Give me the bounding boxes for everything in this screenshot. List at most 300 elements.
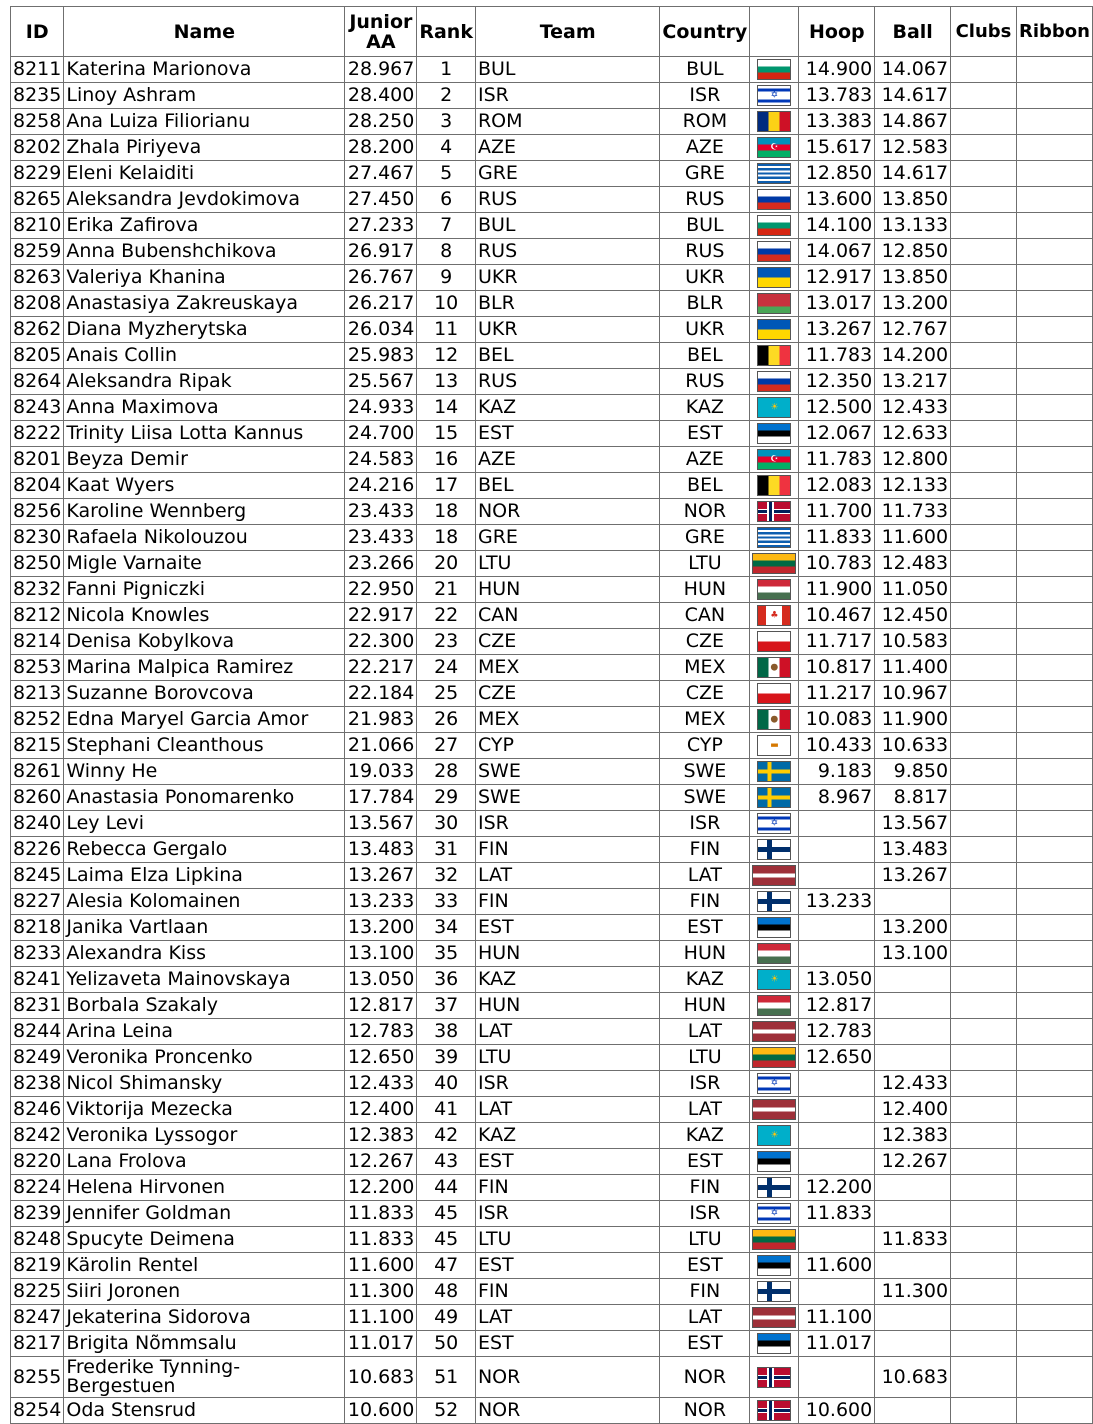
hoop-score-cell: 13.233: [799, 889, 875, 915]
clubs-score-cell: [951, 1019, 1017, 1045]
name-cell: Linoy Ashram: [64, 83, 345, 109]
flag-sweden-icon: [757, 761, 791, 782]
flag-cell: [750, 629, 799, 655]
flag-cell: [750, 57, 799, 83]
country-cell: ISR: [660, 1201, 750, 1227]
clubs-score-cell: [951, 889, 1017, 915]
id-cell: 8214: [11, 629, 64, 655]
junior-aa-cell: 26.917: [345, 239, 417, 265]
hoop-score-cell: 11.717: [799, 629, 875, 655]
rank-cell: 41: [417, 1097, 476, 1123]
ribbon-score-cell: [1016, 1045, 1092, 1071]
header-name: Name: [64, 7, 345, 57]
header-clubs: Clubs: [951, 7, 1017, 57]
ball-score-cell: 13.200: [875, 915, 951, 941]
flag-cell: [750, 551, 799, 577]
junior-aa-cell: 24.933: [345, 395, 417, 421]
hoop-score-cell: [799, 1123, 875, 1149]
team-cell: UKR: [475, 265, 659, 291]
ribbon-score-cell: [1016, 1175, 1092, 1201]
country-cell: BEL: [660, 473, 750, 499]
team-cell: FIN: [475, 837, 659, 863]
header-country: Country: [660, 7, 750, 57]
flag-cell: [750, 395, 799, 421]
rank-cell: 18: [417, 499, 476, 525]
ball-score-cell: 10.633: [875, 733, 951, 759]
ball-score-cell: 14.200: [875, 343, 951, 369]
flag-cell: [750, 1097, 799, 1123]
flag-latvia-icon: [752, 865, 796, 886]
ribbon-score-cell: [1016, 1253, 1092, 1279]
name-cell: Diana Myzherytska: [64, 317, 345, 343]
junior-aa-cell: 13.267: [345, 863, 417, 889]
header-ball: Ball: [875, 7, 951, 57]
team-cell: SWE: [475, 785, 659, 811]
team-cell: LTU: [475, 551, 659, 577]
country-cell: NOR: [660, 499, 750, 525]
rank-cell: 25: [417, 681, 476, 707]
flag-hungary-icon: [757, 943, 791, 964]
team-cell: BEL: [475, 343, 659, 369]
rank-cell: 2: [417, 83, 476, 109]
flag-cell: [750, 915, 799, 941]
clubs-score-cell: [951, 239, 1017, 265]
hoop-score-cell: 12.067: [799, 421, 875, 447]
id-cell: 8224: [11, 1175, 64, 1201]
country-cell: FIN: [660, 1175, 750, 1201]
table-row: [11, 629, 1093, 655]
hoop-score-cell: 13.267: [799, 317, 875, 343]
junior-aa-cell: 23.433: [345, 499, 417, 525]
id-cell: 8218: [11, 915, 64, 941]
flag-cell: [750, 421, 799, 447]
flag-emblem-icon: ☪: [770, 454, 779, 464]
id-cell: 8220: [11, 1149, 64, 1175]
country-cell: ROM: [660, 109, 750, 135]
table-row: [11, 1398, 1093, 1424]
rank-cell: 33: [417, 889, 476, 915]
hoop-score-cell: [799, 1071, 875, 1097]
country-cell: RUS: [660, 187, 750, 213]
ball-score-cell: 10.683: [875, 1357, 951, 1398]
rank-cell: 17: [417, 473, 476, 499]
junior-aa-cell: 27.450: [345, 187, 417, 213]
table-row: [11, 1279, 1093, 1305]
country-cell: UKR: [660, 265, 750, 291]
team-cell: BUL: [475, 57, 659, 83]
id-cell: 8238: [11, 1071, 64, 1097]
rank-cell: 29: [417, 785, 476, 811]
clubs-score-cell: [951, 707, 1017, 733]
clubs-score-cell: [951, 1227, 1017, 1253]
ball-score-cell: 11.050: [875, 577, 951, 603]
team-cell: NOR: [475, 499, 659, 525]
table-row: [11, 239, 1093, 265]
id-cell: 8232: [11, 577, 64, 603]
team-cell: ISR: [475, 83, 659, 109]
clubs-score-cell: [951, 733, 1017, 759]
flag-emblem-icon: ☀: [770, 402, 779, 412]
junior-aa-cell: 17.784: [345, 785, 417, 811]
name-cell: Rafaela Nikolouzou: [64, 525, 345, 551]
name-cell: Siiri Joronen: [64, 1279, 345, 1305]
ribbon-score-cell: [1016, 421, 1092, 447]
team-cell: LTU: [475, 1227, 659, 1253]
clubs-score-cell: [951, 681, 1017, 707]
rank-cell: 28: [417, 759, 476, 785]
name-cell: Spucyte Deimena: [64, 1227, 345, 1253]
table-row: [11, 343, 1093, 369]
name-cell: Oda Stensrud: [64, 1398, 345, 1424]
header-junior-aa: Junior AA: [345, 7, 417, 57]
id-cell: 8217: [11, 1331, 64, 1357]
junior-aa-cell: 13.483: [345, 837, 417, 863]
table-row: [11, 109, 1093, 135]
table-row: [11, 135, 1093, 161]
ball-score-cell: [875, 1045, 951, 1071]
team-cell: RUS: [475, 369, 659, 395]
team-cell: CZE: [475, 629, 659, 655]
junior-aa-cell: 25.567: [345, 369, 417, 395]
id-cell: 8215: [11, 733, 64, 759]
hoop-score-cell: 10.467: [799, 603, 875, 629]
flag-cell: [750, 837, 799, 863]
id-cell: 8256: [11, 499, 64, 525]
name-cell: Jennifer Goldman: [64, 1201, 345, 1227]
ball-score-cell: 12.767: [875, 317, 951, 343]
flag-azerbaijan-icon: [757, 137, 791, 158]
flag-lithuania-icon: [752, 553, 796, 574]
junior-aa-cell: 22.217: [345, 655, 417, 681]
id-cell: 8242: [11, 1123, 64, 1149]
table-row: [11, 57, 1093, 83]
hoop-score-cell: 12.850: [799, 161, 875, 187]
name-cell: Rebecca Gergalo: [64, 837, 345, 863]
table-row: [11, 1123, 1093, 1149]
table-row: [11, 941, 1093, 967]
ribbon-score-cell: [1016, 1071, 1092, 1097]
rank-cell: 38: [417, 1019, 476, 1045]
name-cell: Brigita Nõmmsalu: [64, 1331, 345, 1357]
table-row: [11, 733, 1093, 759]
header-row: [11, 7, 1093, 57]
flag-norway-icon: [757, 1367, 791, 1388]
country-cell: NOR: [660, 1398, 750, 1424]
header-hoop: Hoop: [799, 7, 875, 57]
team-cell: CZE: [475, 681, 659, 707]
ball-score-cell: 8.817: [875, 785, 951, 811]
team-cell: FIN: [475, 1175, 659, 1201]
hoop-score-cell: 11.783: [799, 447, 875, 473]
rank-cell: 34: [417, 915, 476, 941]
rank-cell: 40: [417, 1071, 476, 1097]
hoop-score-cell: [799, 811, 875, 837]
flag-emblem-icon: ☀: [770, 1130, 779, 1140]
hoop-score-cell: [799, 837, 875, 863]
rank-cell: 32: [417, 863, 476, 889]
flag-mexico-icon: [757, 709, 791, 730]
country-cell: MEX: [660, 707, 750, 733]
hoop-score-cell: 13.050: [799, 967, 875, 993]
name-cell: Trinity Liisa Lotta Kannus: [64, 421, 345, 447]
rank-cell: 5: [417, 161, 476, 187]
flag-cell: [750, 473, 799, 499]
table-row: [11, 473, 1093, 499]
clubs-score-cell: [951, 447, 1017, 473]
id-cell: 8253: [11, 655, 64, 681]
id-cell: 8254: [11, 1398, 64, 1424]
flag-emblem-icon: ●: [770, 662, 779, 672]
rank-cell: 3: [417, 109, 476, 135]
ribbon-score-cell: [1016, 291, 1092, 317]
table-row: [11, 1149, 1093, 1175]
hoop-score-cell: [799, 1227, 875, 1253]
id-cell: 8229: [11, 161, 64, 187]
ribbon-score-cell: [1016, 57, 1092, 83]
ball-score-cell: 13.267: [875, 863, 951, 889]
ball-score-cell: 13.850: [875, 265, 951, 291]
ball-score-cell: 11.400: [875, 655, 951, 681]
rank-cell: 7: [417, 213, 476, 239]
flag-cell: [750, 135, 799, 161]
junior-aa-cell: 11.017: [345, 1331, 417, 1357]
team-cell: LAT: [475, 1305, 659, 1331]
clubs-score-cell: [951, 1123, 1017, 1149]
ribbon-score-cell: [1016, 811, 1092, 837]
rank-cell: 27: [417, 733, 476, 759]
flag-cell: [750, 1123, 799, 1149]
clubs-score-cell: [951, 811, 1017, 837]
flag-cell: [750, 889, 799, 915]
ribbon-score-cell: [1016, 1123, 1092, 1149]
clubs-score-cell: [951, 655, 1017, 681]
ribbon-score-cell: [1016, 239, 1092, 265]
hoop-score-cell: 11.833: [799, 1201, 875, 1227]
country-cell: LTU: [660, 1227, 750, 1253]
junior-aa-cell: 21.066: [345, 733, 417, 759]
flag-russia-icon: [757, 189, 791, 210]
flag-cell: [750, 785, 799, 811]
clubs-score-cell: [951, 837, 1017, 863]
junior-aa-cell: 12.650: [345, 1045, 417, 1071]
hoop-score-cell: 10.083: [799, 707, 875, 733]
ribbon-score-cell: [1016, 1279, 1092, 1305]
ball-score-cell: 11.833: [875, 1227, 951, 1253]
id-cell: 8219: [11, 1253, 64, 1279]
junior-aa-cell: 12.817: [345, 993, 417, 1019]
ball-score-cell: 12.483: [875, 551, 951, 577]
table-row: [11, 863, 1093, 889]
ribbon-score-cell: [1016, 187, 1092, 213]
id-cell: 8213: [11, 681, 64, 707]
rank-cell: 23: [417, 629, 476, 655]
flag-romania-icon: [757, 111, 791, 132]
hoop-score-cell: [799, 941, 875, 967]
ribbon-score-cell: [1016, 785, 1092, 811]
ribbon-score-cell: [1016, 525, 1092, 551]
hoop-score-cell: 12.783: [799, 1019, 875, 1045]
id-cell: 8205: [11, 343, 64, 369]
table-row: [11, 395, 1093, 421]
hoop-score-cell: 15.617: [799, 135, 875, 161]
country-cell: EST: [660, 915, 750, 941]
header-ribbon: Ribbon: [1016, 7, 1092, 57]
name-cell: Stephani Cleanthous: [64, 733, 345, 759]
name-cell: Lana Frolova: [64, 1149, 345, 1175]
id-cell: 8211: [11, 57, 64, 83]
id-cell: 8204: [11, 473, 64, 499]
rank-cell: 6: [417, 187, 476, 213]
id-cell: 8240: [11, 811, 64, 837]
hoop-score-cell: [799, 863, 875, 889]
ribbon-score-cell: [1016, 265, 1092, 291]
name-cell: Nicol Shimansky: [64, 1071, 345, 1097]
name-cell: Beyza Demir: [64, 447, 345, 473]
flag-israel-icon: [757, 813, 791, 834]
rank-cell: 4: [417, 135, 476, 161]
rank-cell: 18: [417, 525, 476, 551]
flag-canada-icon: [757, 605, 791, 626]
country-cell: KAZ: [660, 1123, 750, 1149]
flag-czechia-icon: [757, 683, 791, 704]
junior-aa-cell: 26.034: [345, 317, 417, 343]
junior-aa-cell: 27.467: [345, 161, 417, 187]
name-cell: Veronika Proncenko: [64, 1045, 345, 1071]
clubs-score-cell: [951, 473, 1017, 499]
table-row: [11, 577, 1093, 603]
table-row: [11, 1175, 1093, 1201]
flag-cell: [750, 1045, 799, 1071]
clubs-score-cell: [951, 1331, 1017, 1357]
country-cell: SWE: [660, 759, 750, 785]
clubs-score-cell: [951, 525, 1017, 551]
table-row: [11, 551, 1093, 577]
junior-aa-cell: 28.200: [345, 135, 417, 161]
clubs-score-cell: [951, 1398, 1017, 1424]
ball-score-cell: [875, 1253, 951, 1279]
ribbon-score-cell: [1016, 369, 1092, 395]
ball-score-cell: [875, 1019, 951, 1045]
flag-cell: [750, 499, 799, 525]
flag-hungary-icon: [757, 995, 791, 1016]
table-row: [11, 915, 1093, 941]
country-cell: BUL: [660, 57, 750, 83]
country-cell: FIN: [660, 1279, 750, 1305]
id-cell: 8210: [11, 213, 64, 239]
flag-cell: [750, 213, 799, 239]
rank-cell: 37: [417, 993, 476, 1019]
flag-cell: [750, 109, 799, 135]
rank-cell: 26: [417, 707, 476, 733]
clubs-score-cell: [951, 551, 1017, 577]
ball-score-cell: 14.067: [875, 57, 951, 83]
clubs-score-cell: [951, 369, 1017, 395]
name-cell: Ana Luiza Filiorianu: [64, 109, 345, 135]
hoop-score-cell: 11.017: [799, 1331, 875, 1357]
clubs-score-cell: [951, 1357, 1017, 1398]
team-cell: EST: [475, 1149, 659, 1175]
table-row: [11, 1097, 1093, 1123]
rank-cell: 24: [417, 655, 476, 681]
table-row: [11, 1253, 1093, 1279]
ribbon-score-cell: [1016, 759, 1092, 785]
flag-kazakhstan-icon: [757, 1125, 791, 1146]
flag-russia-icon: [757, 371, 791, 392]
team-cell: FIN: [475, 889, 659, 915]
hoop-score-cell: 13.783: [799, 83, 875, 109]
ball-score-cell: 12.267: [875, 1149, 951, 1175]
ribbon-score-cell: [1016, 213, 1092, 239]
hoop-score-cell: 13.383: [799, 109, 875, 135]
clubs-score-cell: [951, 1071, 1017, 1097]
name-cell: Anastasiya Zakreuskaya: [64, 291, 345, 317]
team-cell: CAN: [475, 603, 659, 629]
hoop-score-cell: 12.917: [799, 265, 875, 291]
team-cell: HUN: [475, 941, 659, 967]
ball-score-cell: 10.583: [875, 629, 951, 655]
ball-score-cell: 10.967: [875, 681, 951, 707]
id-cell: 8227: [11, 889, 64, 915]
ball-score-cell: 11.600: [875, 525, 951, 551]
ball-score-cell: [875, 1305, 951, 1331]
ribbon-score-cell: [1016, 577, 1092, 603]
name-cell: Marina Malpica Ramirez: [64, 655, 345, 681]
name-cell: Ley Levi: [64, 811, 345, 837]
hoop-score-cell: 12.817: [799, 993, 875, 1019]
ball-score-cell: 12.800: [875, 447, 951, 473]
hoop-score-cell: 11.833: [799, 525, 875, 551]
table-row: [11, 889, 1093, 915]
team-cell: BLR: [475, 291, 659, 317]
rank-cell: 11: [417, 317, 476, 343]
name-cell: Alexandra Kiss: [64, 941, 345, 967]
flag-lithuania-icon: [752, 1047, 796, 1068]
clubs-score-cell: [951, 57, 1017, 83]
ribbon-score-cell: [1016, 1019, 1092, 1045]
junior-aa-cell: 28.250: [345, 109, 417, 135]
junior-aa-cell: 24.700: [345, 421, 417, 447]
team-cell: RUS: [475, 239, 659, 265]
rank-cell: 21: [417, 577, 476, 603]
clubs-score-cell: [951, 941, 1017, 967]
team-cell: AZE: [475, 447, 659, 473]
flag-cell: [750, 187, 799, 213]
id-cell: 8243: [11, 395, 64, 421]
rank-cell: 43: [417, 1149, 476, 1175]
flag-norway-icon: [757, 1400, 791, 1421]
country-cell: HUN: [660, 577, 750, 603]
name-cell: Anastasia Ponomarenko: [64, 785, 345, 811]
flag-norway-icon: [757, 501, 791, 522]
ribbon-score-cell: [1016, 1097, 1092, 1123]
team-cell: BUL: [475, 213, 659, 239]
junior-aa-cell: 21.983: [345, 707, 417, 733]
clubs-score-cell: [951, 759, 1017, 785]
name-cell: Edna Maryel Garcia Amor: [64, 707, 345, 733]
ball-score-cell: 12.450: [875, 603, 951, 629]
flag-cell: [750, 1019, 799, 1045]
id-cell: 8258: [11, 109, 64, 135]
ball-score-cell: 13.567: [875, 811, 951, 837]
junior-aa-cell: 12.783: [345, 1019, 417, 1045]
flag-cell: [750, 317, 799, 343]
flag-cell: [750, 733, 799, 759]
flag-cell: [750, 681, 799, 707]
junior-aa-cell: 22.917: [345, 603, 417, 629]
hoop-score-cell: 11.783: [799, 343, 875, 369]
flag-greece-icon: [757, 527, 791, 548]
name-cell: Valeriya Khanina: [64, 265, 345, 291]
